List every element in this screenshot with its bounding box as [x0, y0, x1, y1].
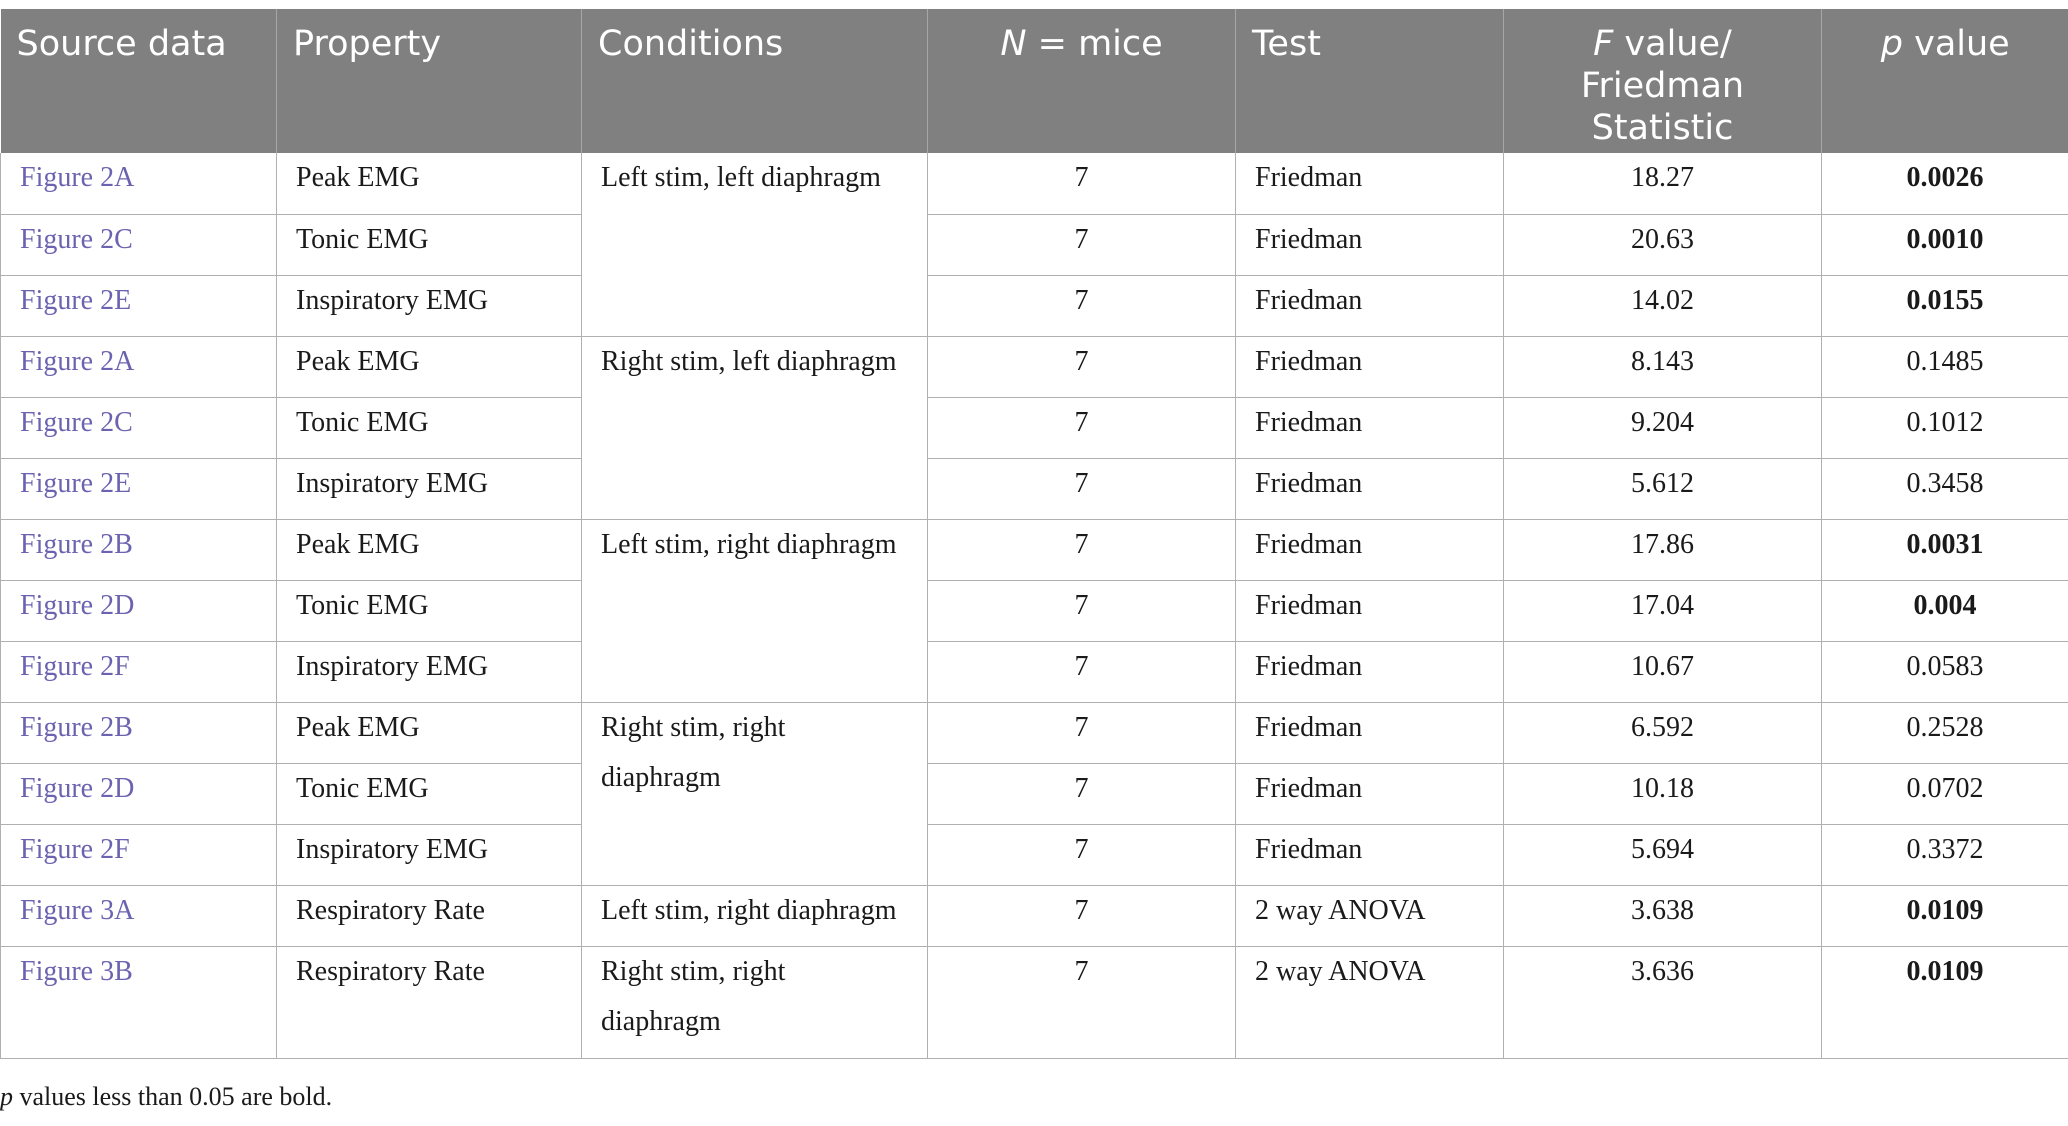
test-cell: Friedman: [1236, 580, 1504, 641]
n-cell: 7: [928, 214, 1236, 275]
header-n-mice: N = mice: [928, 9, 1236, 153]
p-value-cell: 0.004: [1822, 580, 2068, 641]
test-cell: 2 way ANOVA: [1236, 885, 1504, 946]
test-cell: Friedman: [1236, 397, 1504, 458]
conditions-cell: Right stim, right diaphragm: [582, 946, 928, 1058]
stat-cell: 3.636: [1504, 946, 1822, 1058]
property-cell: Tonic EMG: [277, 397, 582, 458]
stat-cell: 18.27: [1504, 153, 1822, 214]
header-row: [1, 9, 2068, 153]
property-cell: Respiratory Rate: [277, 946, 582, 1058]
source-link[interactable]: Figure 2F: [1, 641, 277, 702]
stat-cell: 14.02: [1504, 275, 1822, 336]
conditions-cell: Right stim, left diaphragm: [582, 336, 928, 519]
p-value-cell: 0.0583: [1822, 641, 2068, 702]
p-value-cell: 0.0702: [1822, 763, 2068, 824]
stat-cell: 10.67: [1504, 641, 1822, 702]
source-link[interactable]: Figure 3B: [1, 946, 277, 1058]
property-cell: Respiratory Rate: [277, 885, 582, 946]
table-row: [1, 336, 2068, 397]
conditions-cell: Right stim, right diaphragm: [582, 702, 928, 885]
conditions-cell: Left stim, left diaphragm: [582, 153, 928, 336]
property-cell: Tonic EMG: [277, 763, 582, 824]
stat-cell: 17.04: [1504, 580, 1822, 641]
stat-cell: 10.18: [1504, 763, 1822, 824]
header-test: Test: [1236, 9, 1504, 153]
property-cell: Peak EMG: [277, 153, 582, 214]
table-row: [1, 153, 2068, 214]
property-cell: Inspiratory EMG: [277, 275, 582, 336]
p-value-cell: 0.2528: [1822, 702, 2068, 763]
n-cell: 7: [928, 397, 1236, 458]
table-row: [1, 519, 2068, 580]
n-cell: 7: [928, 336, 1236, 397]
property-cell: Inspiratory EMG: [277, 824, 582, 885]
property-cell: Peak EMG: [277, 336, 582, 397]
p-value-cell: 0.1485: [1822, 336, 2068, 397]
table-row: [1, 641, 2068, 702]
property-cell: Peak EMG: [277, 519, 582, 580]
source-link[interactable]: Figure 2D: [1, 580, 277, 641]
table-footnote: p values less than 0.05 are bold.: [0, 1082, 333, 1111]
stat-cell: 5.694: [1504, 824, 1822, 885]
n-cell: 7: [928, 885, 1236, 946]
p-value-cell: 0.1012: [1822, 397, 2068, 458]
source-link[interactable]: Figure 2C: [1, 397, 277, 458]
p-value-cell: 0.0010: [1822, 214, 2068, 275]
p-value-cell: 0.3372: [1822, 824, 2068, 885]
test-cell: Friedman: [1236, 519, 1504, 580]
header-p-value: p value: [1822, 9, 2068, 153]
statistics-table: [0, 9, 2068, 1059]
table-row: [1, 275, 2068, 336]
test-cell: Friedman: [1236, 336, 1504, 397]
header-conditions: Conditions: [582, 9, 928, 153]
n-cell: 7: [928, 763, 1236, 824]
header-statistic: F value/ Friedman Statistic: [1504, 9, 1822, 153]
p-value-cell: 0.0109: [1822, 885, 2068, 946]
source-link[interactable]: Figure 2E: [1, 275, 277, 336]
test-cell: Friedman: [1236, 458, 1504, 519]
property-cell: Inspiratory EMG: [277, 641, 582, 702]
table-row: [1, 580, 2068, 641]
source-link[interactable]: Figure 2C: [1, 214, 277, 275]
stat-cell: 9.204: [1504, 397, 1822, 458]
n-cell: 7: [928, 458, 1236, 519]
header-property: Property: [277, 9, 582, 153]
stat-cell: 3.638: [1504, 885, 1822, 946]
table-row: [1, 885, 2068, 946]
n-cell: 7: [928, 824, 1236, 885]
source-link[interactable]: Figure 2A: [1, 336, 277, 397]
property-cell: Tonic EMG: [277, 214, 582, 275]
table-row: [1, 824, 2068, 885]
property-cell: Inspiratory EMG: [277, 458, 582, 519]
table-row: [1, 214, 2068, 275]
test-cell: Friedman: [1236, 702, 1504, 763]
source-link[interactable]: Figure 2F: [1, 824, 277, 885]
n-cell: 7: [928, 580, 1236, 641]
test-cell: Friedman: [1236, 153, 1504, 214]
table-row: [1, 458, 2068, 519]
n-cell: 7: [928, 946, 1236, 1058]
test-cell: Friedman: [1236, 214, 1504, 275]
conditions-cell: Left stim, right diaphragm: [582, 519, 928, 702]
stat-cell: 17.86: [1504, 519, 1822, 580]
p-value-cell: 0.3458: [1822, 458, 2068, 519]
p-value-cell: 0.0026: [1822, 153, 2068, 214]
test-cell: 2 way ANOVA: [1236, 946, 1504, 1058]
n-cell: 7: [928, 641, 1236, 702]
stat-cell: 8.143: [1504, 336, 1822, 397]
stat-cell: 5.612: [1504, 458, 1822, 519]
stat-cell: 20.63: [1504, 214, 1822, 275]
p-value-cell: 0.0031: [1822, 519, 2068, 580]
source-link[interactable]: Figure 2A: [1, 153, 277, 214]
p-value-cell: 0.0109: [1822, 946, 2068, 1058]
n-cell: 7: [928, 275, 1236, 336]
table-row: [1, 763, 2068, 824]
source-link[interactable]: Figure 2D: [1, 763, 277, 824]
source-link[interactable]: Figure 2E: [1, 458, 277, 519]
source-link[interactable]: Figure 3A: [1, 885, 277, 946]
test-cell: Friedman: [1236, 824, 1504, 885]
p-value-cell: 0.0155: [1822, 275, 2068, 336]
n-cell: 7: [928, 519, 1236, 580]
n-cell: 7: [928, 153, 1236, 214]
property-cell: Peak EMG: [277, 702, 582, 763]
test-cell: Friedman: [1236, 275, 1504, 336]
table-row: [1, 397, 2068, 458]
stat-cell: 6.592: [1504, 702, 1822, 763]
table-row: [1, 946, 2068, 1058]
source-link[interactable]: Figure 2B: [1, 702, 277, 763]
header-source-data: Source data: [1, 9, 277, 153]
conditions-cell: Left stim, right diaphragm: [582, 885, 928, 946]
test-cell: Friedman: [1236, 641, 1504, 702]
n-cell: 7: [928, 702, 1236, 763]
table-row: [1, 702, 2068, 763]
property-cell: Tonic EMG: [277, 580, 582, 641]
source-link[interactable]: Figure 2B: [1, 519, 277, 580]
test-cell: Friedman: [1236, 763, 1504, 824]
